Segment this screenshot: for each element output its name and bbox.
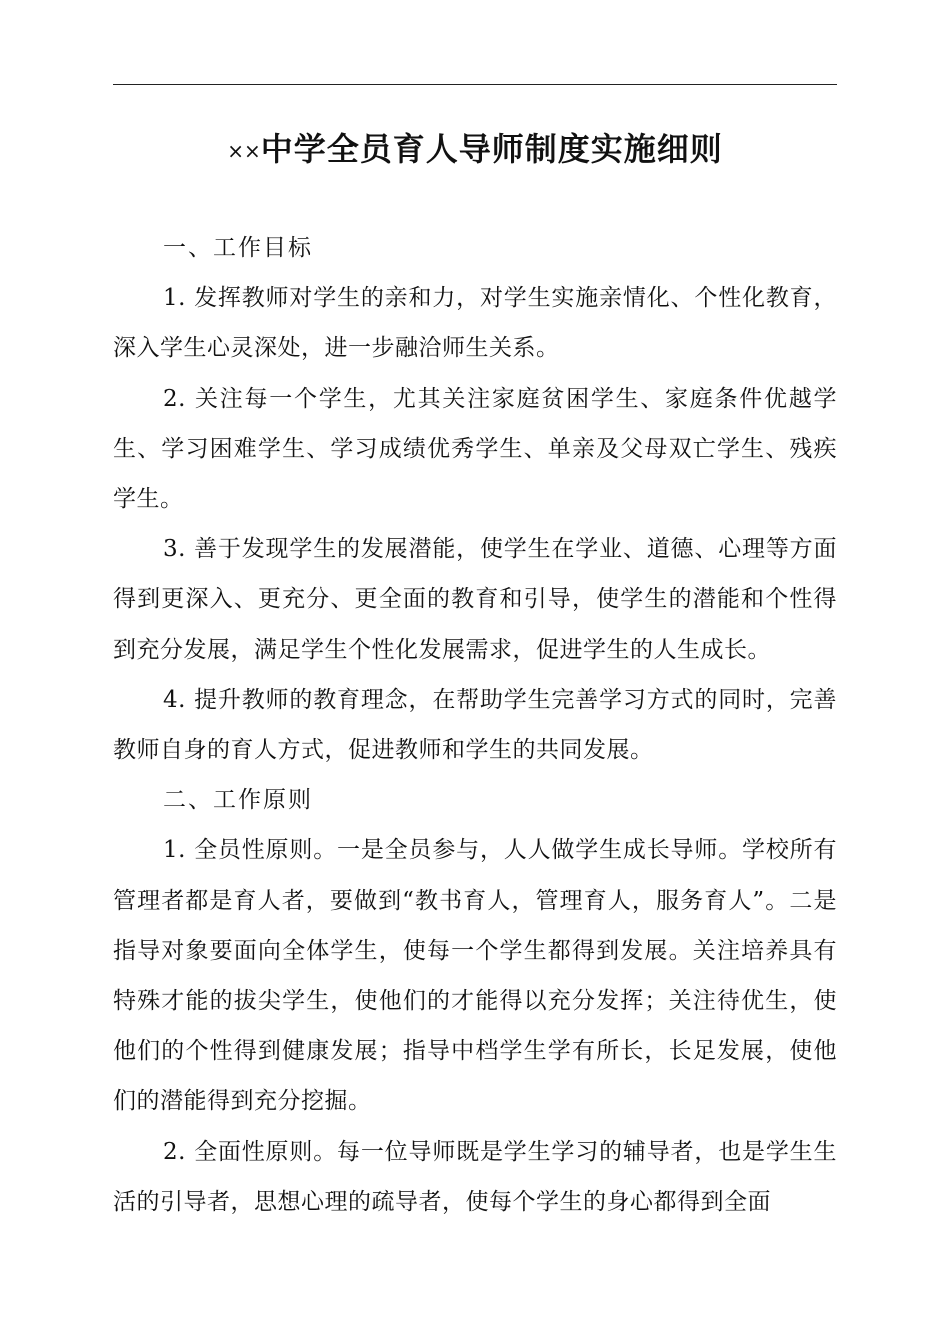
principle-item-2: 2. 全面性原则。每一位导师既是学生学习的辅导者，也是学生生活的引导者，思想心理的疏导者，使每个学生的身心都得到全面 bbox=[113, 1138, 837, 1215]
section-heading-principles: 二、工作原则 bbox=[163, 787, 313, 814]
title-placeholder-mark: ×× bbox=[227, 139, 261, 163]
goal-item-2: 2. 关注每一个学生，尤其关注家庭贫困学生、家庭条件优越学生、学习困难学生、学习成绩优秀学生、单亲及父母双亡学生、残疾学生。 bbox=[113, 385, 837, 513]
title-text: 中学全员育人导师制度实施细则 bbox=[260, 130, 723, 168]
goal-item-4: 4. 提升教师的教育理念，在帮助学生完善学习方式的同时，完善教师自身的育人方式，促进教师和学生的共同发展。 bbox=[113, 686, 837, 764]
document-body bbox=[113, 223, 837, 1227]
section-heading-goals: 一、工作目标 bbox=[163, 235, 313, 261]
document-title bbox=[113, 122, 837, 178]
goal-item-3: 3. 善于发现学生的发展潜能，使学生在学业、道德、心理等方面得到更深入、更充分、更全面的教育和引导，使学生的潜能和个性得到充分发展，满足学生个性化发展需求，促进学生的人生成长。 bbox=[113, 536, 837, 663]
header-rule bbox=[113, 84, 837, 85]
goal-item-1: 1. 发挥教师对学生的亲和力，对学生实施亲情化、个性化教育，深入学生心灵深处，进一步融洽师生关系。 bbox=[113, 285, 837, 362]
principle-item-1: 1. 全员性原则。一是全员参与，人人做学生成长导师。学校所有管理者都是育人者，要做到“教书育人，管理育人，服务育人”。二是指导对象要面向全体学生，使每一个学生都得到发展。关注培养具有特殊才能的拔尖学生，使他们的才能得以充分发挥；关注待优生，使他们的个性得到健康发展；指导中档学生学有所长，长足发展，使他们的潜能得到充分挖掘。 bbox=[113, 837, 837, 1115]
